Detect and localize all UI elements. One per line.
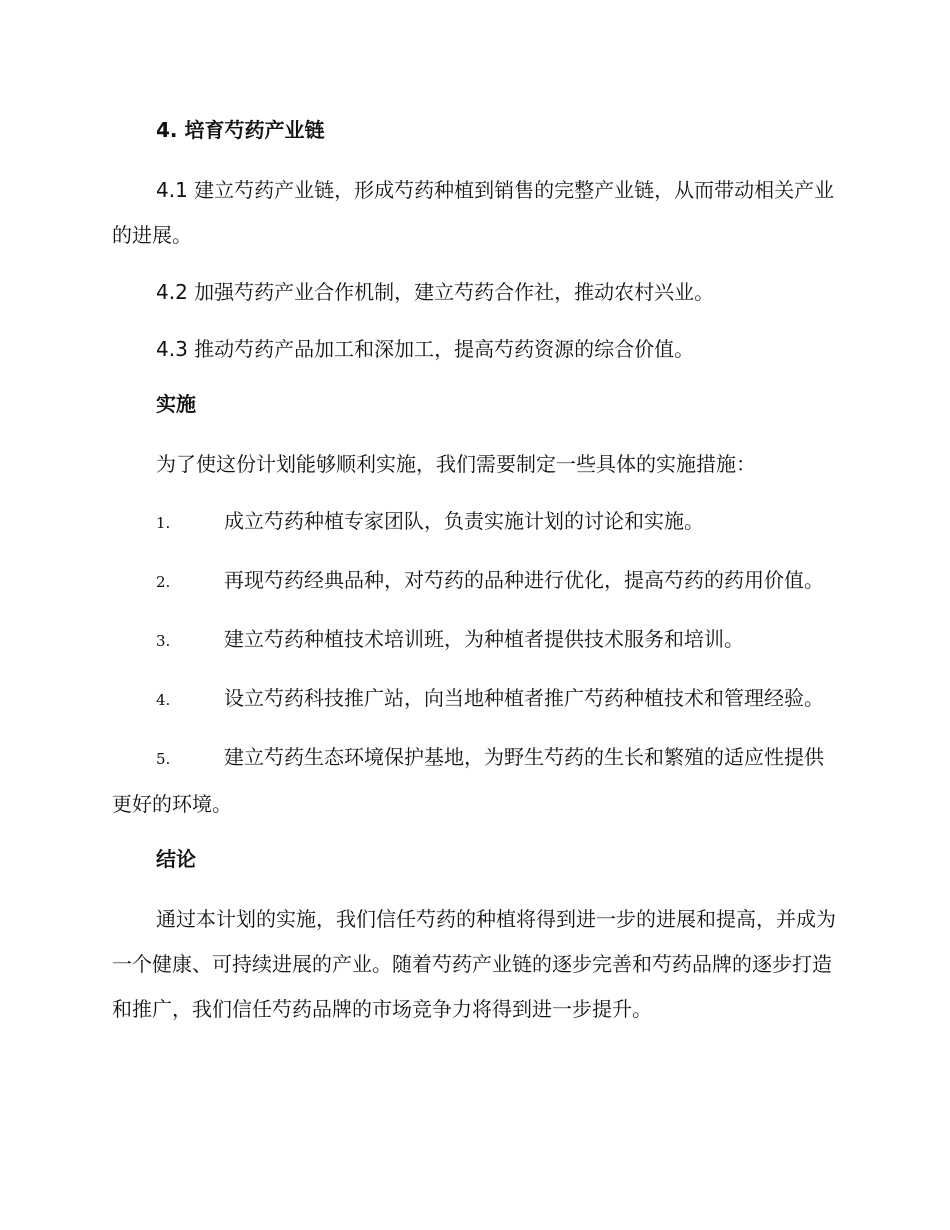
paragraph-conclusion: 通过本计划的实施，我们信任芍药的种植将得到进一步的进展和提高，并成为一个健康、可持续进展的产业。随着芍药产业链的逐步完善和芍药品牌的逐步打造和推广，我们信任芍药品牌的市场竞争力将得到进一步提升。	[112, 907, 836, 1021]
list-item	[112, 617, 836, 664]
section-heading-conclusion: 结论	[156, 847, 196, 871]
paragraph-4-2: 4.2 加强芍药产业合作机制，建立芍药合作社，推动农村兴业。	[156, 280, 715, 304]
list-item	[112, 499, 836, 546]
document-body	[112, 110, 836, 1044]
list-item-text: 设立芍药科技推广站，向当地种植者推广芍药种植技术和管理经验。	[224, 686, 824, 710]
paragraph-4-1: 4.1 建立芍药产业链，形成芍药种植到销售的完整产业链，从而带动相关产业的进展。	[112, 178, 835, 247]
list-item-text: 成立芍药种植专家团队，负责实施计划的讨论和实施。	[224, 509, 704, 533]
list-item	[112, 558, 836, 605]
list-item-text: 建立芍药生态环境保护基地，为野生芍药的生长和繁殖的适应性提供更好的环境。	[112, 745, 824, 816]
list-item-number: 4.	[156, 691, 171, 709]
paragraph-implementation-intro: 为了使这份计划能够顺利实施，我们需要制定一些具体的实施措施：	[156, 452, 756, 476]
list-item-text: 建立芍药种植技术培训班，为种植者提供技术服务和培训。	[224, 627, 744, 651]
list-item-number: 1.	[156, 514, 171, 532]
section-heading-industry-chain: 4. 培育芍药产业链	[156, 118, 325, 142]
list-item-number: 3.	[156, 632, 171, 650]
paragraph-4-3: 4.3 推动芍药产品加工和深加工，提高芍药资源的综合价值。	[156, 337, 695, 361]
list-item-number: 5.	[156, 750, 171, 768]
list-item-number: 2.	[156, 573, 171, 591]
list-item-text: 再现芍药经典品种，对芍药的品种进行优化，提高芍药的药用价值。	[224, 568, 824, 592]
list-item	[112, 735, 836, 827]
section-heading-implementation: 实施	[156, 392, 196, 416]
list-item	[112, 676, 836, 723]
